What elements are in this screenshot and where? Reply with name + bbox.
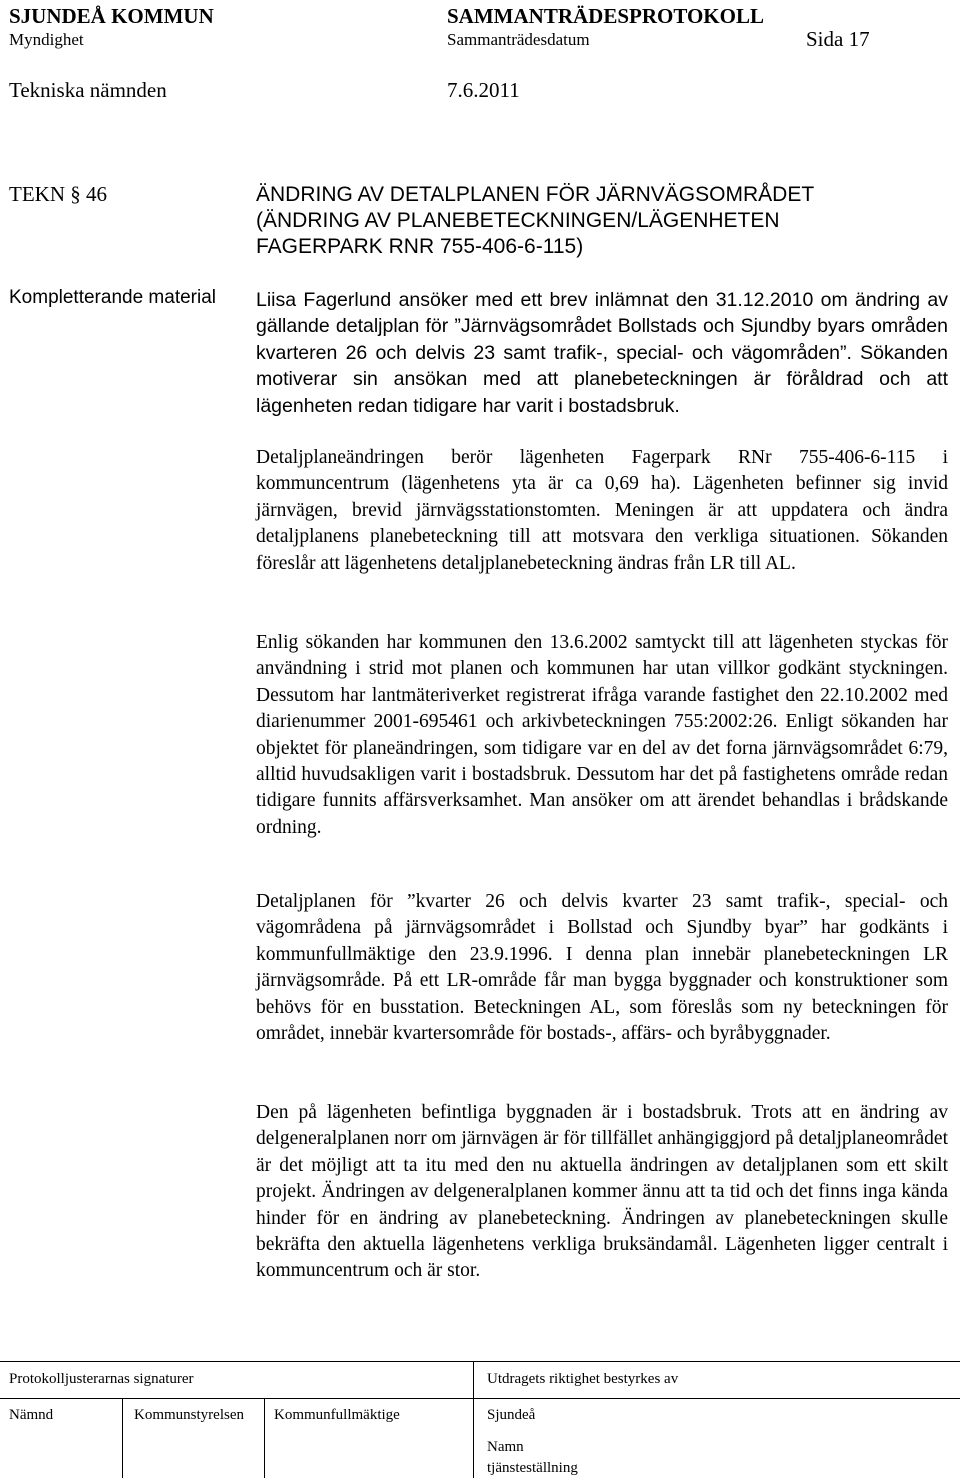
footer-sjundea: Sjundeå — [487, 1407, 536, 1423]
section-title-line: ÄNDRING AV DETALPLANEN FÖR JÄRNVÄGSOMRÅDET — [256, 183, 815, 206]
meeting-date-label: Sammanträdesdatum — [447, 30, 590, 49]
side-label: Kompletterande material — [9, 287, 216, 308]
footer-divider — [473, 1361, 474, 1478]
meeting-date: 7.6.2011 — [447, 78, 520, 102]
section-number: TEKN § 46 — [9, 182, 107, 206]
paragraph-current-plan: Detaljplanen för ”kvarter 26 och delvis kvarter 23 samt trafik-, special- och vägområdena på järnvägsområdet i Bollstad och Sjundby byar” har godkänts i kommunfullmäktige den 23.9.1996. I denna plan innebär planebeteckningen LR järnvägsområde. På ett LR-område får man bygga byggnader och konstruktioner som behövs för en busstation. Beteckningen AL, som föreslås som ny beteckningen för området, innebär kvartersområde för bostads-, affärs- och byråbyggnader. — [256, 891, 948, 1045]
authority-label: Myndighet — [9, 30, 84, 49]
paragraph-scope: Detaljplaneändringen berör lägenheten Fagerpark RNr 755-406-6-115 i kommuncentrum (lägenhetens yta är ca 0,69 ha). Lägenheten befinner sig invid järnvägen, brevid järnvägsstationstomten. Meningen är att uppdatera och ändra detaljplanens planebeteckning till att motsvara den verkliga situationen. Sökanden föreslår att lägenhetens detaljplanebeteckning ändras från LR till AL. — [256, 447, 948, 574]
footer-name-label: Namn — [487, 1439, 524, 1455]
paragraph-assessment: Den på lägenheten befintliga byggnaden är i bostadsbruk. Trots att en ändring av delgeneralplanen norr om järnvägen är för tillfället anhängiggjord på detaljplaneområdet är det möjligt att ta itu med den nu aktuella ändringen av detaljplanen som ett skilt projekt. Ändringen av delgeneralplanen kommer ännu att ta tid och det finns inga kända hinder för en ändring av planebeteckning. Ändringen av planebeteckningen skulle bekräfta den aktuella lägenhetens verkliga bruksändamål. Lägenheten ligger centralt i kommuncentrum och är stor. — [256, 1102, 948, 1282]
footer-namnd: Nämnd — [9, 1407, 54, 1423]
footer-rule — [0, 1398, 960, 1399]
page-number: Sida 17 — [806, 27, 870, 51]
certified-label: Utdragets riktighet bestyrkes av — [487, 1371, 679, 1387]
footer-title-label: tjänsteställning — [487, 1460, 578, 1476]
body-name: Tekniska nämnden — [9, 78, 167, 102]
section-title — [256, 182, 948, 260]
document-type: SAMMANTRÄDESPROTOKOLL — [447, 4, 764, 28]
signatures-label: Protokolljusterarnas signaturer — [9, 1371, 194, 1387]
organization-name: SJUNDEÅ KOMMUN — [9, 4, 214, 28]
footer-divider — [122, 1398, 123, 1478]
paragraph-application: Liisa Fagerlund ansöker med ett brev inlämnat den 31.12.2010 om ändring av gällande detaljplan för ”Järnvägsområdet Bollstads och Sjundby byars områden kvarteren 26 och delvis 23 samt trafik-, special- och vägområden”. Sökanden motiverar sin ansökan med att planebeteckningen är föråldrad och att lägenheten redan tidigare har varit i bostadsbruk. — [256, 289, 948, 417]
paragraph-history: Enlig sökanden har kommunen den 13.6.2002 samtyckt till att lägenheten styckas för användning i strid mot planen och kommunen har utan villkor godkänt styckningen. Dessutom har lantmäteriverket registrerat ifråga varande fastighet den 22.10.2002 med diarienummer 2001-695461 och arkivbeteckningen 755:2002:26. Enligt sökanden har objektet för planeändringen, som tidigare var en del av det forna järnvägsområdet 6:79, alltid huvudsakligen varit i bostadsbruk. Dessutom har det på fastighetens område redan tidigare funnits affärsverksamhet. Man ansöker om att ärendet behandlas i brådskande ordning. — [256, 632, 948, 838]
footer-rule — [0, 1361, 960, 1362]
section-title-line: FAGERPARK RNR 755-406-6-115) — [256, 235, 584, 258]
footer-divider — [264, 1398, 265, 1478]
footer-kommunstyrelsen: Kommunstyrelsen — [134, 1407, 244, 1423]
section-title-line: (ÄNDRING AV PLANEBETECKNINGEN/LÄGENHETEN — [256, 209, 780, 232]
footer-kommunfullmaktige: Kommunfullmäktige — [274, 1407, 400, 1423]
